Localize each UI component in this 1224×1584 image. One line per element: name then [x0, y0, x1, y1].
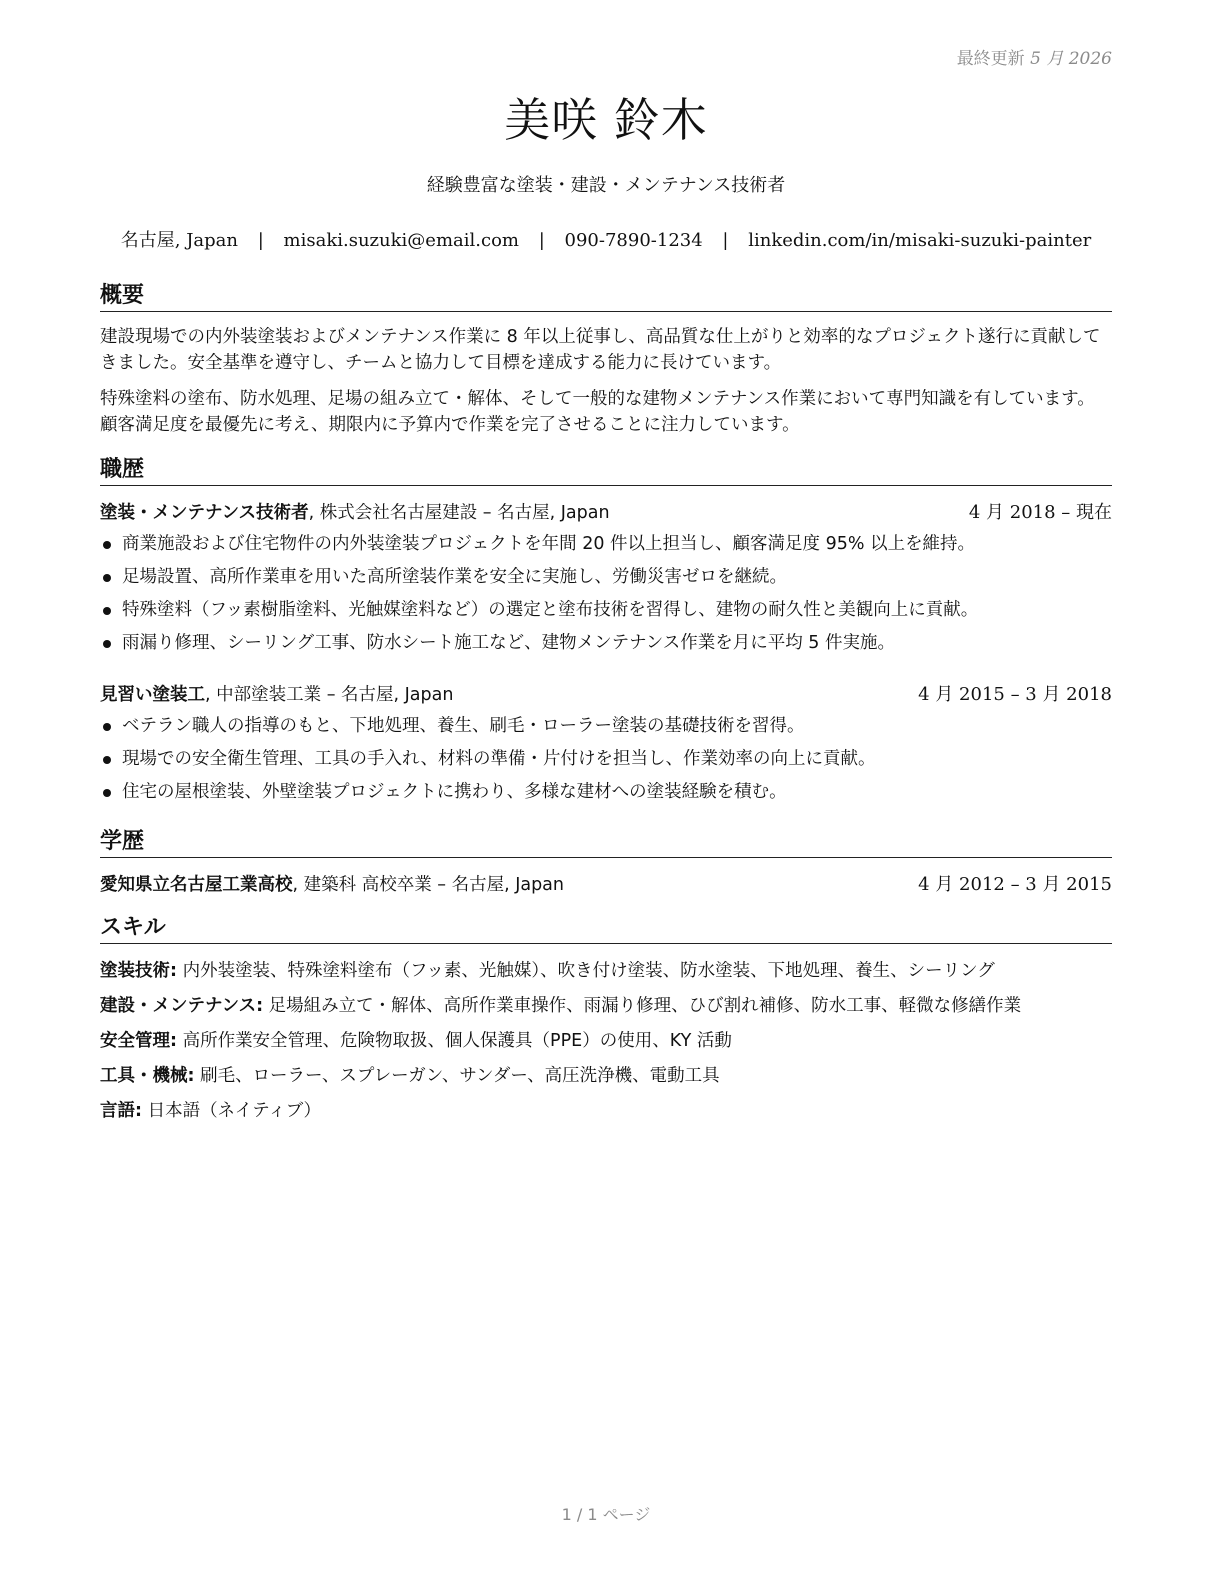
last-updated [957, 44, 1112, 69]
updated-label: 最終更新 [956, 49, 1025, 69]
skill-row [100, 1059, 1112, 1094]
updated-year: 2026 [1068, 49, 1112, 69]
summary-paragraph: 建設現場での内外装塗装およびメンテナンス作業に 8 年以上従事し、高品質な仕上がりと効率的なプロジェクト遂行に貢献してきました。安全基準を遵守し、チームと協力して目標を達成する能力に長けています。 [100, 327, 1101, 373]
job-bullets [100, 528, 1112, 660]
section-title: 職歴 [100, 452, 1112, 486]
education-dates: 4 月 2012 – 3 月 2015 [918, 874, 1112, 895]
section-title: 学歴 [100, 824, 1112, 858]
skill-key: 安全管理: [100, 1031, 177, 1051]
list-item [100, 743, 1112, 776]
bullet-text: 現場での安全衛生管理、工具の手入れ、材料の準備・片付けを担当し、作業効率の向上に貢献。 [122, 749, 876, 769]
school-name: 愛知県立名古屋工業高校 [100, 875, 293, 895]
list-item [100, 594, 1112, 627]
skill-value: 日本語（ネイティブ） [142, 1101, 321, 1121]
summary-paragraph: 特殊塗料の塗布、防水処理、足場の組み立て・解体、そして一般的な建物メンテナンス作業において専門知識を有しています。顧客満足度を最優先に考え、期限内に予算内で作業を完了させることに注力しています。 [100, 389, 1095, 435]
skill-row [100, 989, 1112, 1024]
skills-list [100, 954, 1112, 1129]
skill-row [100, 954, 1112, 989]
experience-section [100, 452, 1112, 809]
skill-key: 工具・機械: [100, 1066, 195, 1086]
job-dates: 4 月 2018 – 現在 [968, 502, 1112, 523]
bullet-text: 商業施設および住宅物件の内外装塗装プロジェクトを年間 20 件以上担当し、顧客満足度 95% 以上を維持。 [122, 534, 976, 554]
section-title: スキル [100, 910, 1112, 944]
bullet-text: 雨漏り修理、シーリング工事、防水シート施工など、建物メンテナンス作業を月に平均 5 件実施。 [122, 633, 896, 653]
bullet-icon [103, 789, 111, 797]
separator: | [538, 230, 545, 251]
skill-value: 高所作業安全管理、危険物取扱、個人保護具（PPE）の使用、KY 活動 [177, 1031, 732, 1051]
bullet-icon [103, 574, 111, 582]
bullet-text: 特殊塗料（フッ素樹脂塗料、光触媒塗料など）の選定と塗布技術を習得し、建物の耐久性と美観向上に貢献。 [122, 600, 979, 620]
bullet-icon [103, 756, 111, 764]
job-role: 塗装・メンテナンス技術者 [100, 503, 309, 523]
location: 名古屋, Japan [120, 230, 238, 251]
bullet-text: 足場設置、高所作業車を用いた高所塗装作業を安全に実施し、労働災害ゼロを継続。 [122, 567, 787, 587]
skills-section [100, 910, 1112, 1129]
contact-line [100, 226, 1112, 252]
skill-key: 言語: [100, 1101, 142, 1121]
job-role: 見習い塗装工 [100, 685, 205, 705]
list-item [100, 627, 1112, 660]
bullet-icon [103, 607, 111, 615]
resume-page [100, 0, 1112, 1584]
bullet-icon [103, 541, 111, 549]
job-org: , 中部塗装工業 – 名古屋, Japan [205, 685, 454, 705]
tagline: 経験豊富な塗装・建設・メンテナンス技術者 [426, 175, 786, 196]
email-link[interactable]: misaki.suzuki@email.com [283, 230, 519, 251]
bullet-text: ベテラン職人の指導のもと、下地処理、養生、刷毛・ローラー塗装の基礎技術を習得。 [122, 716, 805, 736]
list-item [100, 710, 1112, 743]
skill-key: 塗装技術: [100, 961, 177, 981]
skill-row [100, 1024, 1112, 1059]
education-row [100, 870, 1112, 900]
job-bullets [100, 710, 1112, 809]
updated-month: 5 月 [1030, 49, 1064, 69]
skill-row [100, 1094, 1112, 1129]
section-title: 概要 [100, 278, 1112, 312]
phone: 090-7890-1234 [564, 230, 703, 251]
skill-value: 内外装塗装、特殊塗料塗布（フッ素、光触媒）、吹き付け塗装、防水塗装、下地処理、養生、シーリング [177, 961, 995, 981]
list-item [100, 561, 1112, 594]
bullet-text: 住宅の屋根塗装、外壁塗装プロジェクトに携わり、多様な建材への塗装経験を積む。 [122, 782, 787, 802]
skill-value: 足場組み立て・解体、高所作業車操作、雨漏り修理、ひび割れ補修、防水工事、軽微な修繕作業 [263, 996, 1022, 1016]
list-item [100, 528, 1112, 561]
separator: | [722, 230, 729, 251]
education-section [100, 824, 1112, 900]
person-name: 美咲 鈴木 [504, 93, 708, 147]
job-header [100, 680, 1112, 710]
separator: | [257, 230, 264, 251]
skill-key: 建設・メンテナンス: [100, 996, 264, 1016]
page-number: 1 / 1 ページ [561, 1505, 651, 1524]
summary-section [100, 278, 1112, 438]
skill-value: 刷毛、ローラー、スプレーガン、サンダー、高圧洗浄機、電動工具 [194, 1066, 720, 1086]
linkedin-link[interactable]: linkedin.com/in/misaki-suzuki-painter [748, 230, 1092, 251]
list-item [100, 776, 1112, 809]
job-org: , 株式会社名古屋建設 – 名古屋, Japan [308, 503, 610, 523]
job-dates: 4 月 2015 – 3 月 2018 [918, 684, 1112, 705]
school-detail: , 建築科 高校卒業 – 名古屋, Japan [292, 875, 564, 895]
job-header [100, 498, 1112, 528]
bullet-icon [103, 723, 111, 731]
bullet-icon [103, 640, 111, 648]
